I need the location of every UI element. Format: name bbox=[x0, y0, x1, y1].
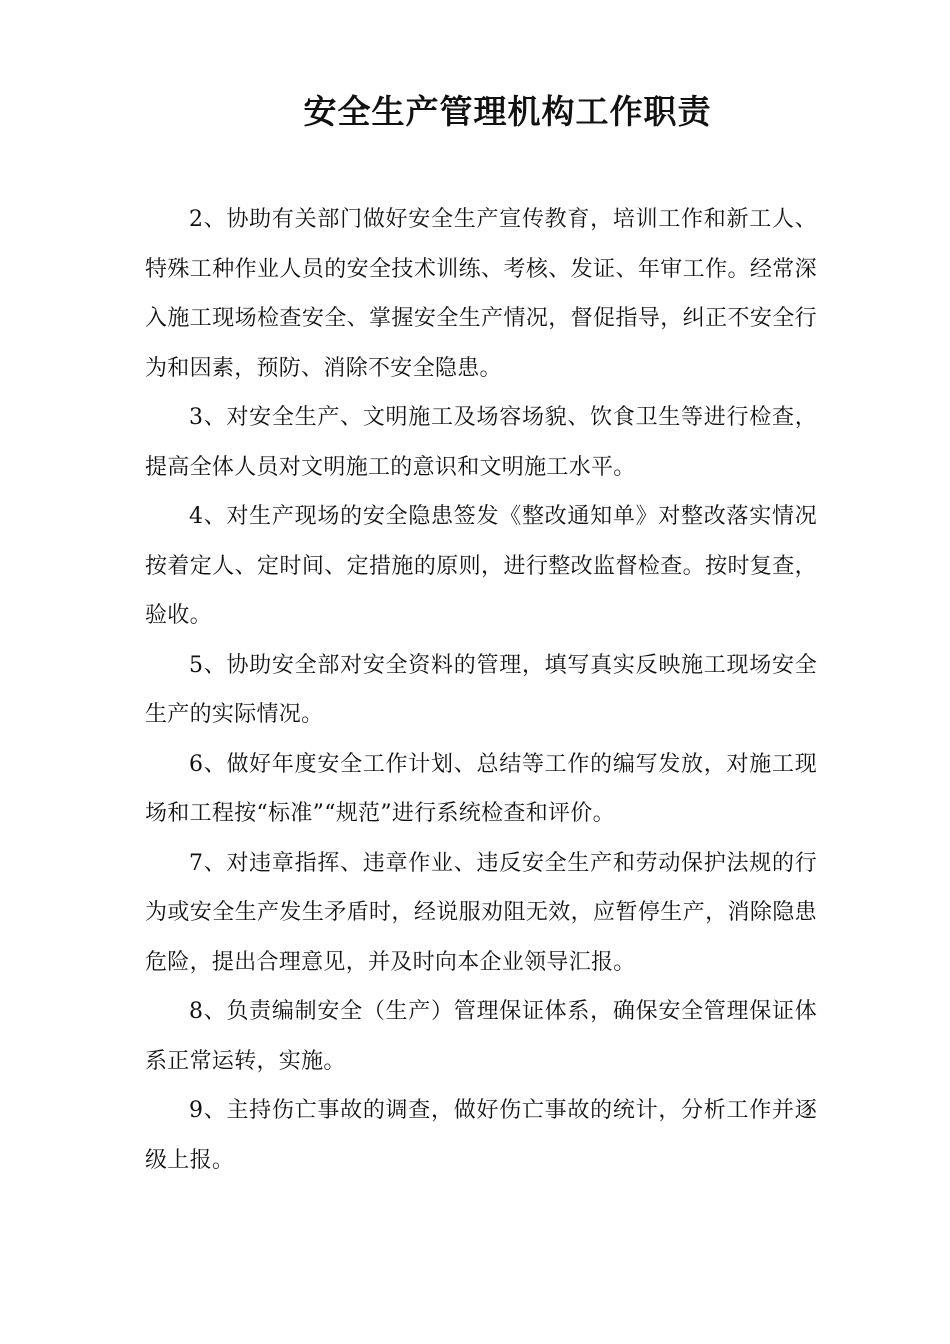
document-body bbox=[145, 195, 817, 1185]
paragraph-item-8: 8、负责编制安全（生产）管理保证体系，确保安全管理保证体系正常运转，实施。 bbox=[145, 999, 817, 1074]
paragraph-item-4: 4、对生产现场的安全隐患签发《整改通知单》对整改落实情况按着定人、定时间、定措施的原则，进行整改监督检查。按时复查，验收。 bbox=[145, 504, 817, 628]
paragraph-item-5: 5、协助安全部对安全资料的管理，填写真实反映施工现场安全生产的实际情况。 bbox=[145, 652, 817, 727]
paragraph-item-2: 2、协助有关部门做好安全生产宣传教育，培训工作和新工人、特殊工种作业人员的安全技术训练、考核、发证、年审工作。经常深入施工现场检查安全、掌握安全生产情况，督促指导，纠正不安全行为和因素，预防、消除不安全隐患。 bbox=[145, 207, 817, 381]
paragraph-item-7: 7、对违章指挥、违章作业、违反安全生产和劳动保护法规的行为或安全生产发生矛盾时，经说服劝阻无效，应暂停生产，消除隐患危险，提出合理意见，并及时向本企业领导汇报。 bbox=[145, 850, 817, 975]
paragraph-item-6: 6、做好年度安全工作计划、总结等工作的编写发放，对施工现场和工程按“标准”“规范”进行系统检查和评价。 bbox=[145, 751, 817, 826]
paragraph-item-9: 9、主持伤亡事故的调查，做好伤亡事故的统计，分析工作并逐级上报。 bbox=[145, 1098, 817, 1173]
document-title: 安全生产管理机构工作职责 bbox=[303, 92, 712, 131]
paragraph-item-3: 3、对安全生产、文明施工及场容场貌、饮食卫生等进行检查，提高全体人员对文明施工的意识和文明施工水平。 bbox=[145, 405, 817, 480]
